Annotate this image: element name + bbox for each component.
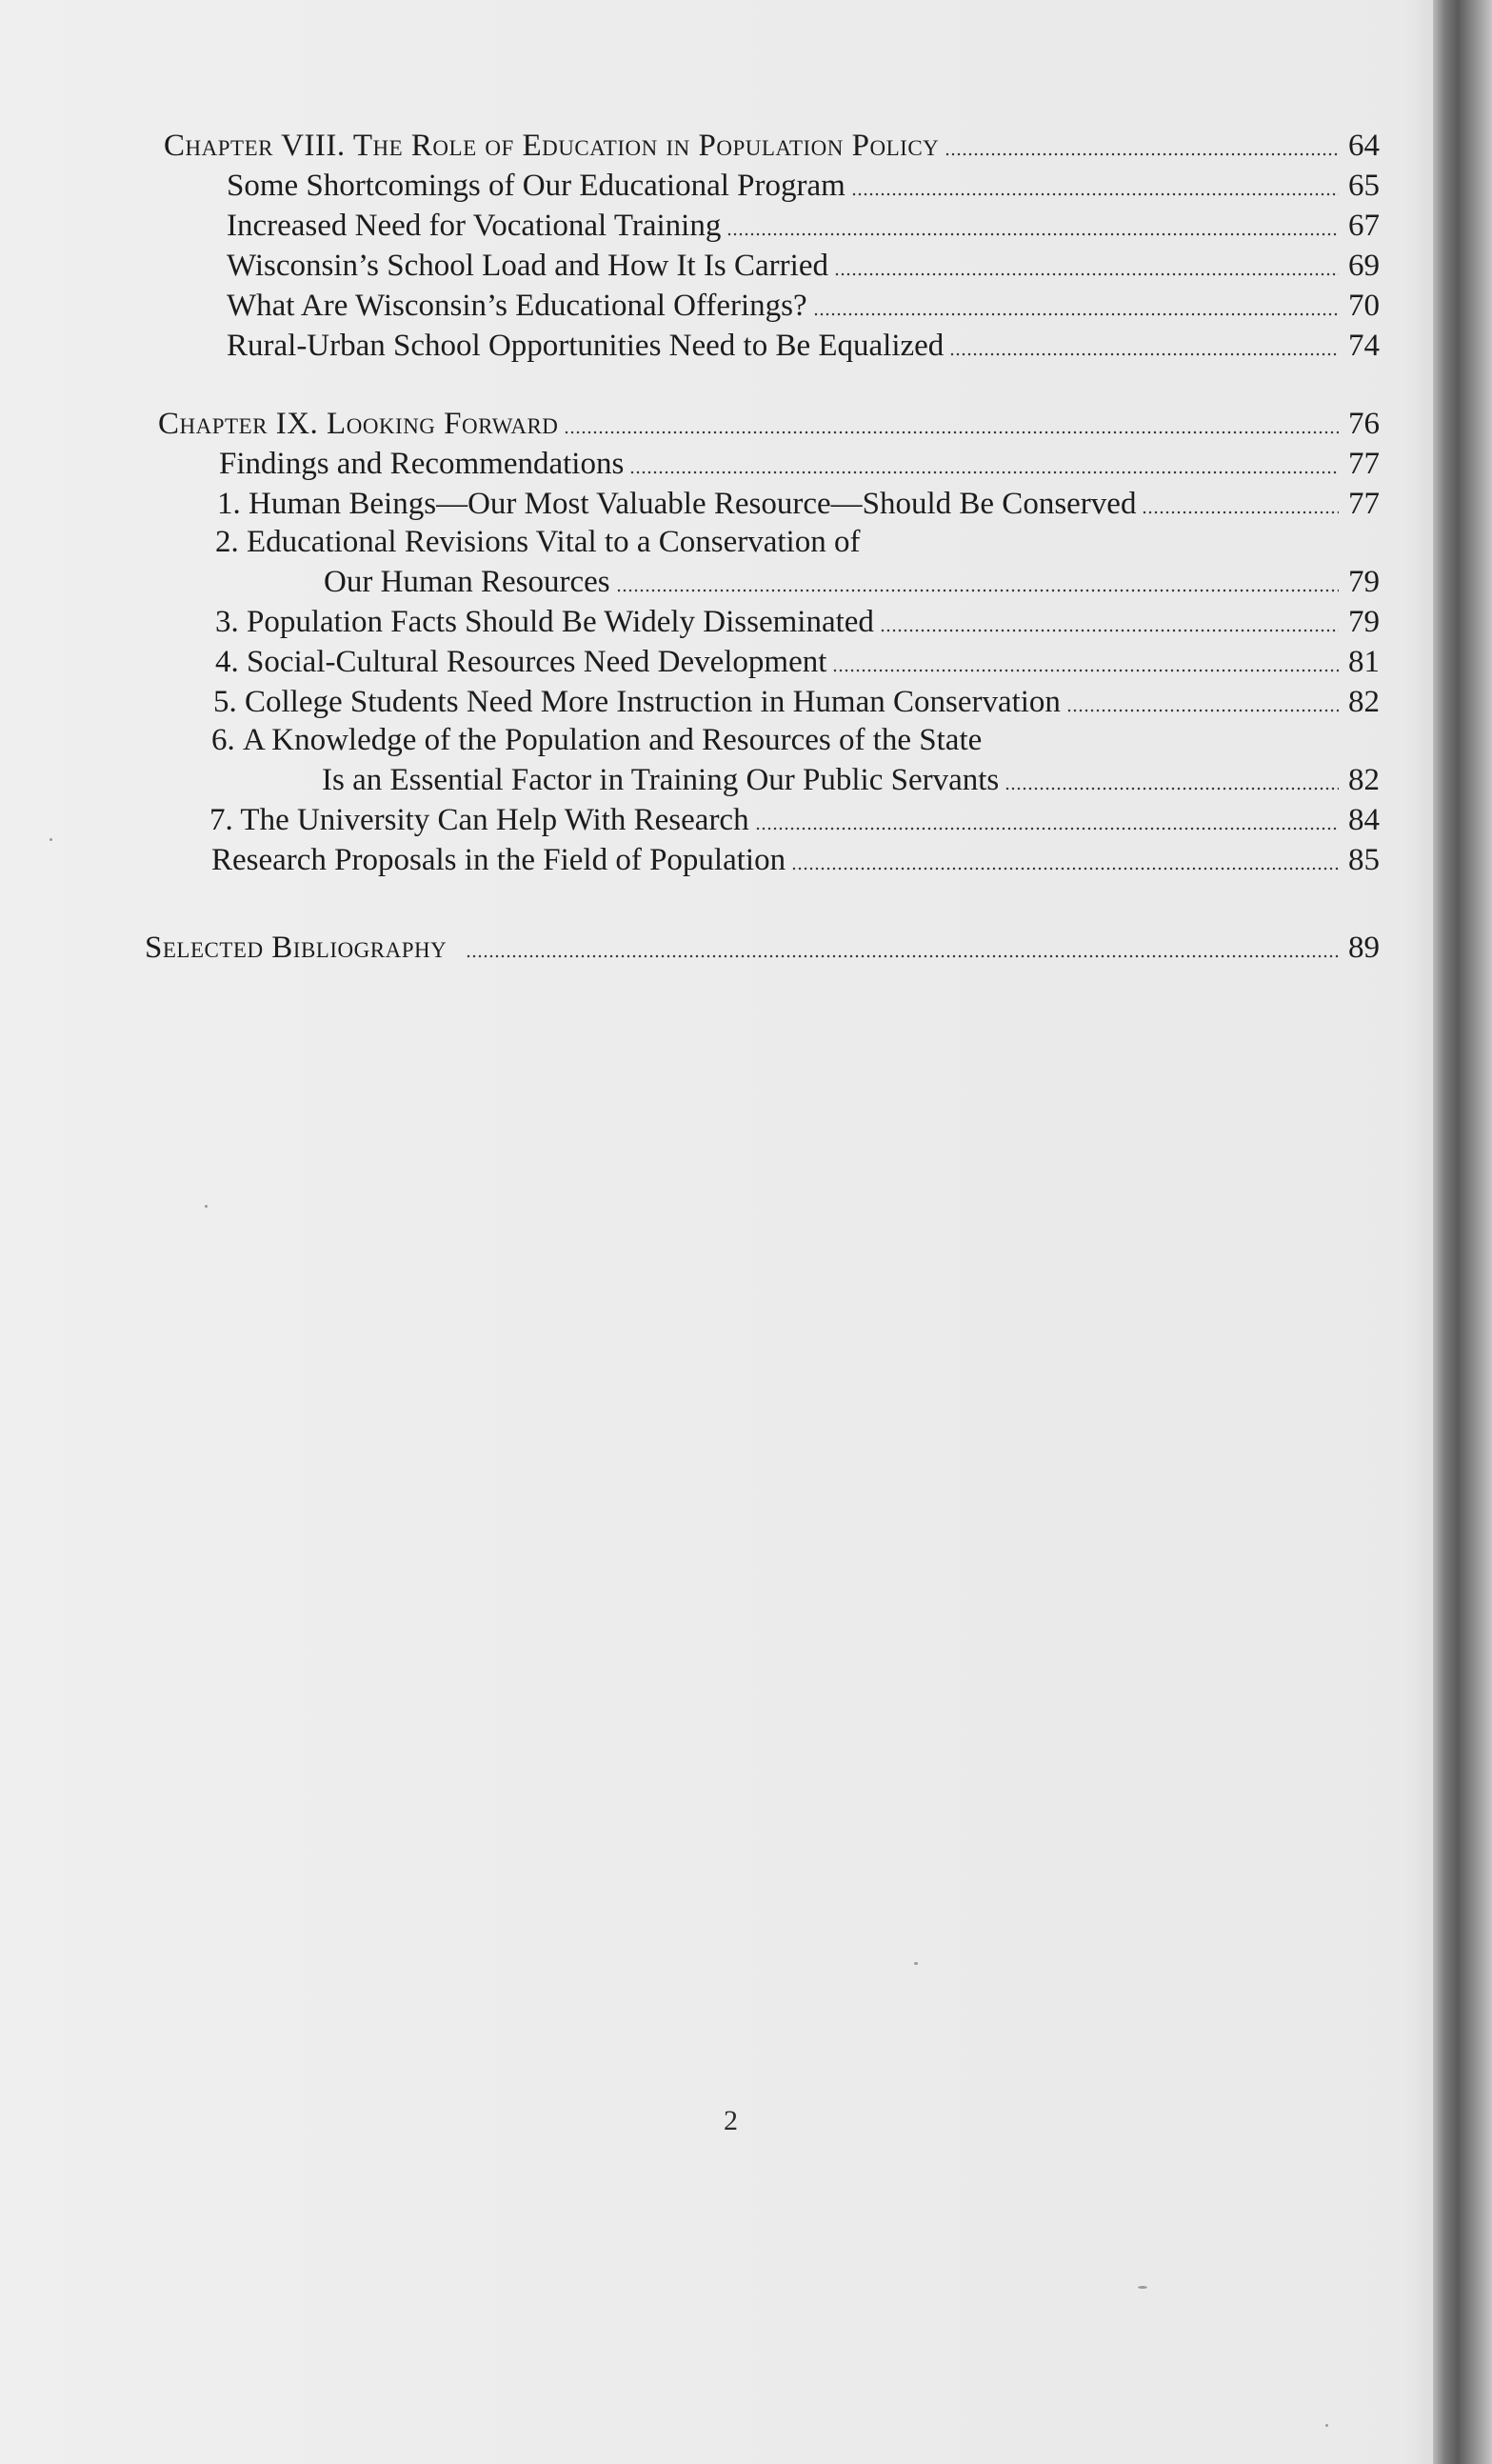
dot-leader: [466, 954, 1339, 958]
toc-entry-title-line1: Educational Revisions Vital to a Conservation of: [247, 525, 861, 559]
toc-entry-numbered[interactable]: [217, 480, 1390, 520]
item-number: 6.: [211, 723, 235, 757]
toc-entry[interactable]: [227, 322, 1390, 362]
toc-entry[interactable]: [227, 162, 1390, 202]
chapter-8-page: 64: [1348, 129, 1380, 163]
toc-bibliography[interactable]: [145, 924, 1390, 964]
toc-entry-title: Findings and Recommendations: [219, 447, 625, 481]
bibliography-title: Selected Bibliography: [145, 931, 448, 965]
toc-entry-title: What Are Wisconsin’s Educational Offerings?: [227, 289, 807, 323]
book-spine-edge: [1433, 0, 1492, 2464]
paper-speck: [1138, 2286, 1147, 2289]
dot-leader: [832, 669, 1339, 672]
toc-entry-page: 81: [1348, 645, 1380, 679]
dot-leader: [616, 589, 1339, 592]
section-spacer: [143, 362, 1390, 400]
chapter-9-title: Looking Forward: [327, 407, 559, 441]
toc-entry[interactable]: [227, 242, 1390, 282]
toc-entry-page: 67: [1348, 209, 1380, 243]
chapter-8-title: The Role of Education in Population Policy: [352, 129, 940, 163]
toc-entry-numbered-line1[interactable]: [211, 718, 1390, 756]
toc-entry-title: Population Facts Should Be Widely Disseminated: [247, 605, 874, 639]
toc-entry-numbered[interactable]: [215, 638, 1390, 678]
toc-entry[interactable]: [227, 202, 1390, 242]
toc-entry-title-line2: Is an Essential Factor in Training Our Public Servants: [322, 763, 1000, 797]
bibliography-page: 89: [1348, 931, 1380, 965]
paper-speck: [1325, 2424, 1328, 2427]
item-number: 2.: [215, 525, 239, 559]
toc-entry-numbered-line1[interactable]: [215, 520, 1390, 558]
paper-speck: [205, 1205, 208, 1208]
toc-chapter-8[interactable]: [164, 122, 1390, 162]
toc-entry-numbered-line2[interactable]: [324, 558, 1390, 598]
dot-leader: [791, 867, 1339, 871]
section-spacer: [143, 876, 1390, 924]
item-number: 7.: [209, 803, 233, 837]
item-number: 1.: [217, 487, 241, 521]
paper-speck: [914, 1962, 918, 1965]
toc-entry-page: 82: [1348, 763, 1380, 797]
dot-leader: [1005, 787, 1339, 791]
item-number: 5.: [213, 685, 237, 719]
toc-entry-title-line1: A Knowledge of the Population and Resources of the State: [243, 723, 983, 757]
chapter-9-label: Chapter IX.: [158, 407, 319, 441]
toc-entry-title: The University Can Help With Research: [240, 803, 749, 837]
toc-entry-page: 85: [1348, 843, 1380, 877]
toc-entry-page: 77: [1348, 487, 1380, 521]
toc-entry-title: Social-Cultural Resources Need Development: [247, 645, 827, 679]
toc-entry-title: Rural-Urban School Opportunities Need to Be Equalized: [227, 329, 945, 363]
toc-entry-research[interactable]: [211, 836, 1390, 876]
dot-leader: [629, 471, 1339, 474]
toc-entry-title-line2: Our Human Resources: [324, 565, 610, 599]
toc-entry[interactable]: [227, 282, 1390, 322]
dot-leader: [1142, 511, 1339, 514]
dot-leader: [1066, 709, 1339, 712]
toc-entry-title: Human Beings—Our Most Valuable Resource—Should Be Conserved: [249, 487, 1137, 521]
toc-entry-page: 79: [1348, 605, 1380, 639]
chapter-9-page: 76: [1348, 407, 1380, 441]
dot-leader: [726, 232, 1339, 236]
toc-entry-numbered[interactable]: [213, 678, 1390, 718]
toc-chapter-9[interactable]: [158, 400, 1390, 440]
toc-entry-numbered[interactable]: [209, 796, 1390, 836]
page-marker: 2: [724, 2105, 738, 2136]
dot-leader: [851, 192, 1339, 196]
toc-entry-page: 65: [1348, 169, 1380, 203]
chapter-8-label: Chapter VIII.: [164, 129, 346, 163]
toc-entry-page: 82: [1348, 685, 1380, 719]
toc-entry-page: 70: [1348, 289, 1380, 323]
toc-entry-title: Research Proposals in the Field of Population: [211, 843, 786, 877]
item-number: 4.: [215, 645, 239, 679]
toc-entry-title: Some Shortcomings of Our Educational Program: [227, 169, 845, 203]
toc-entry-numbered-line2[interactable]: [322, 756, 1390, 796]
paper-speck: [50, 838, 52, 841]
toc-entry-page: 74: [1348, 329, 1380, 363]
toc-entry-title: Increased Need for Vocational Training: [227, 209, 722, 243]
toc-entry-page: 79: [1348, 565, 1380, 599]
toc-entry-title: Wisconsin’s School Load and How It Is Carried: [227, 249, 828, 283]
gutter-shadow: [1404, 0, 1433, 2464]
toc-entry-page: 84: [1348, 803, 1380, 837]
dot-leader: [880, 629, 1339, 632]
dot-leader: [949, 352, 1339, 356]
toc-entry-numbered[interactable]: [215, 598, 1390, 638]
toc-entry-page: 69: [1348, 249, 1380, 283]
dot-leader: [755, 827, 1339, 831]
toc-entry-title: College Students Need More Instruction in Human Conservation: [245, 685, 1061, 719]
table-of-contents: [143, 122, 1390, 964]
dot-leader: [945, 152, 1339, 156]
dot-leader: [813, 312, 1339, 316]
toc-entry-page: 77: [1348, 447, 1380, 481]
dot-leader: [834, 272, 1339, 276]
item-number: 3.: [215, 605, 239, 639]
dot-leader: [564, 431, 1339, 434]
toc-entry-findings[interactable]: [219, 440, 1390, 480]
